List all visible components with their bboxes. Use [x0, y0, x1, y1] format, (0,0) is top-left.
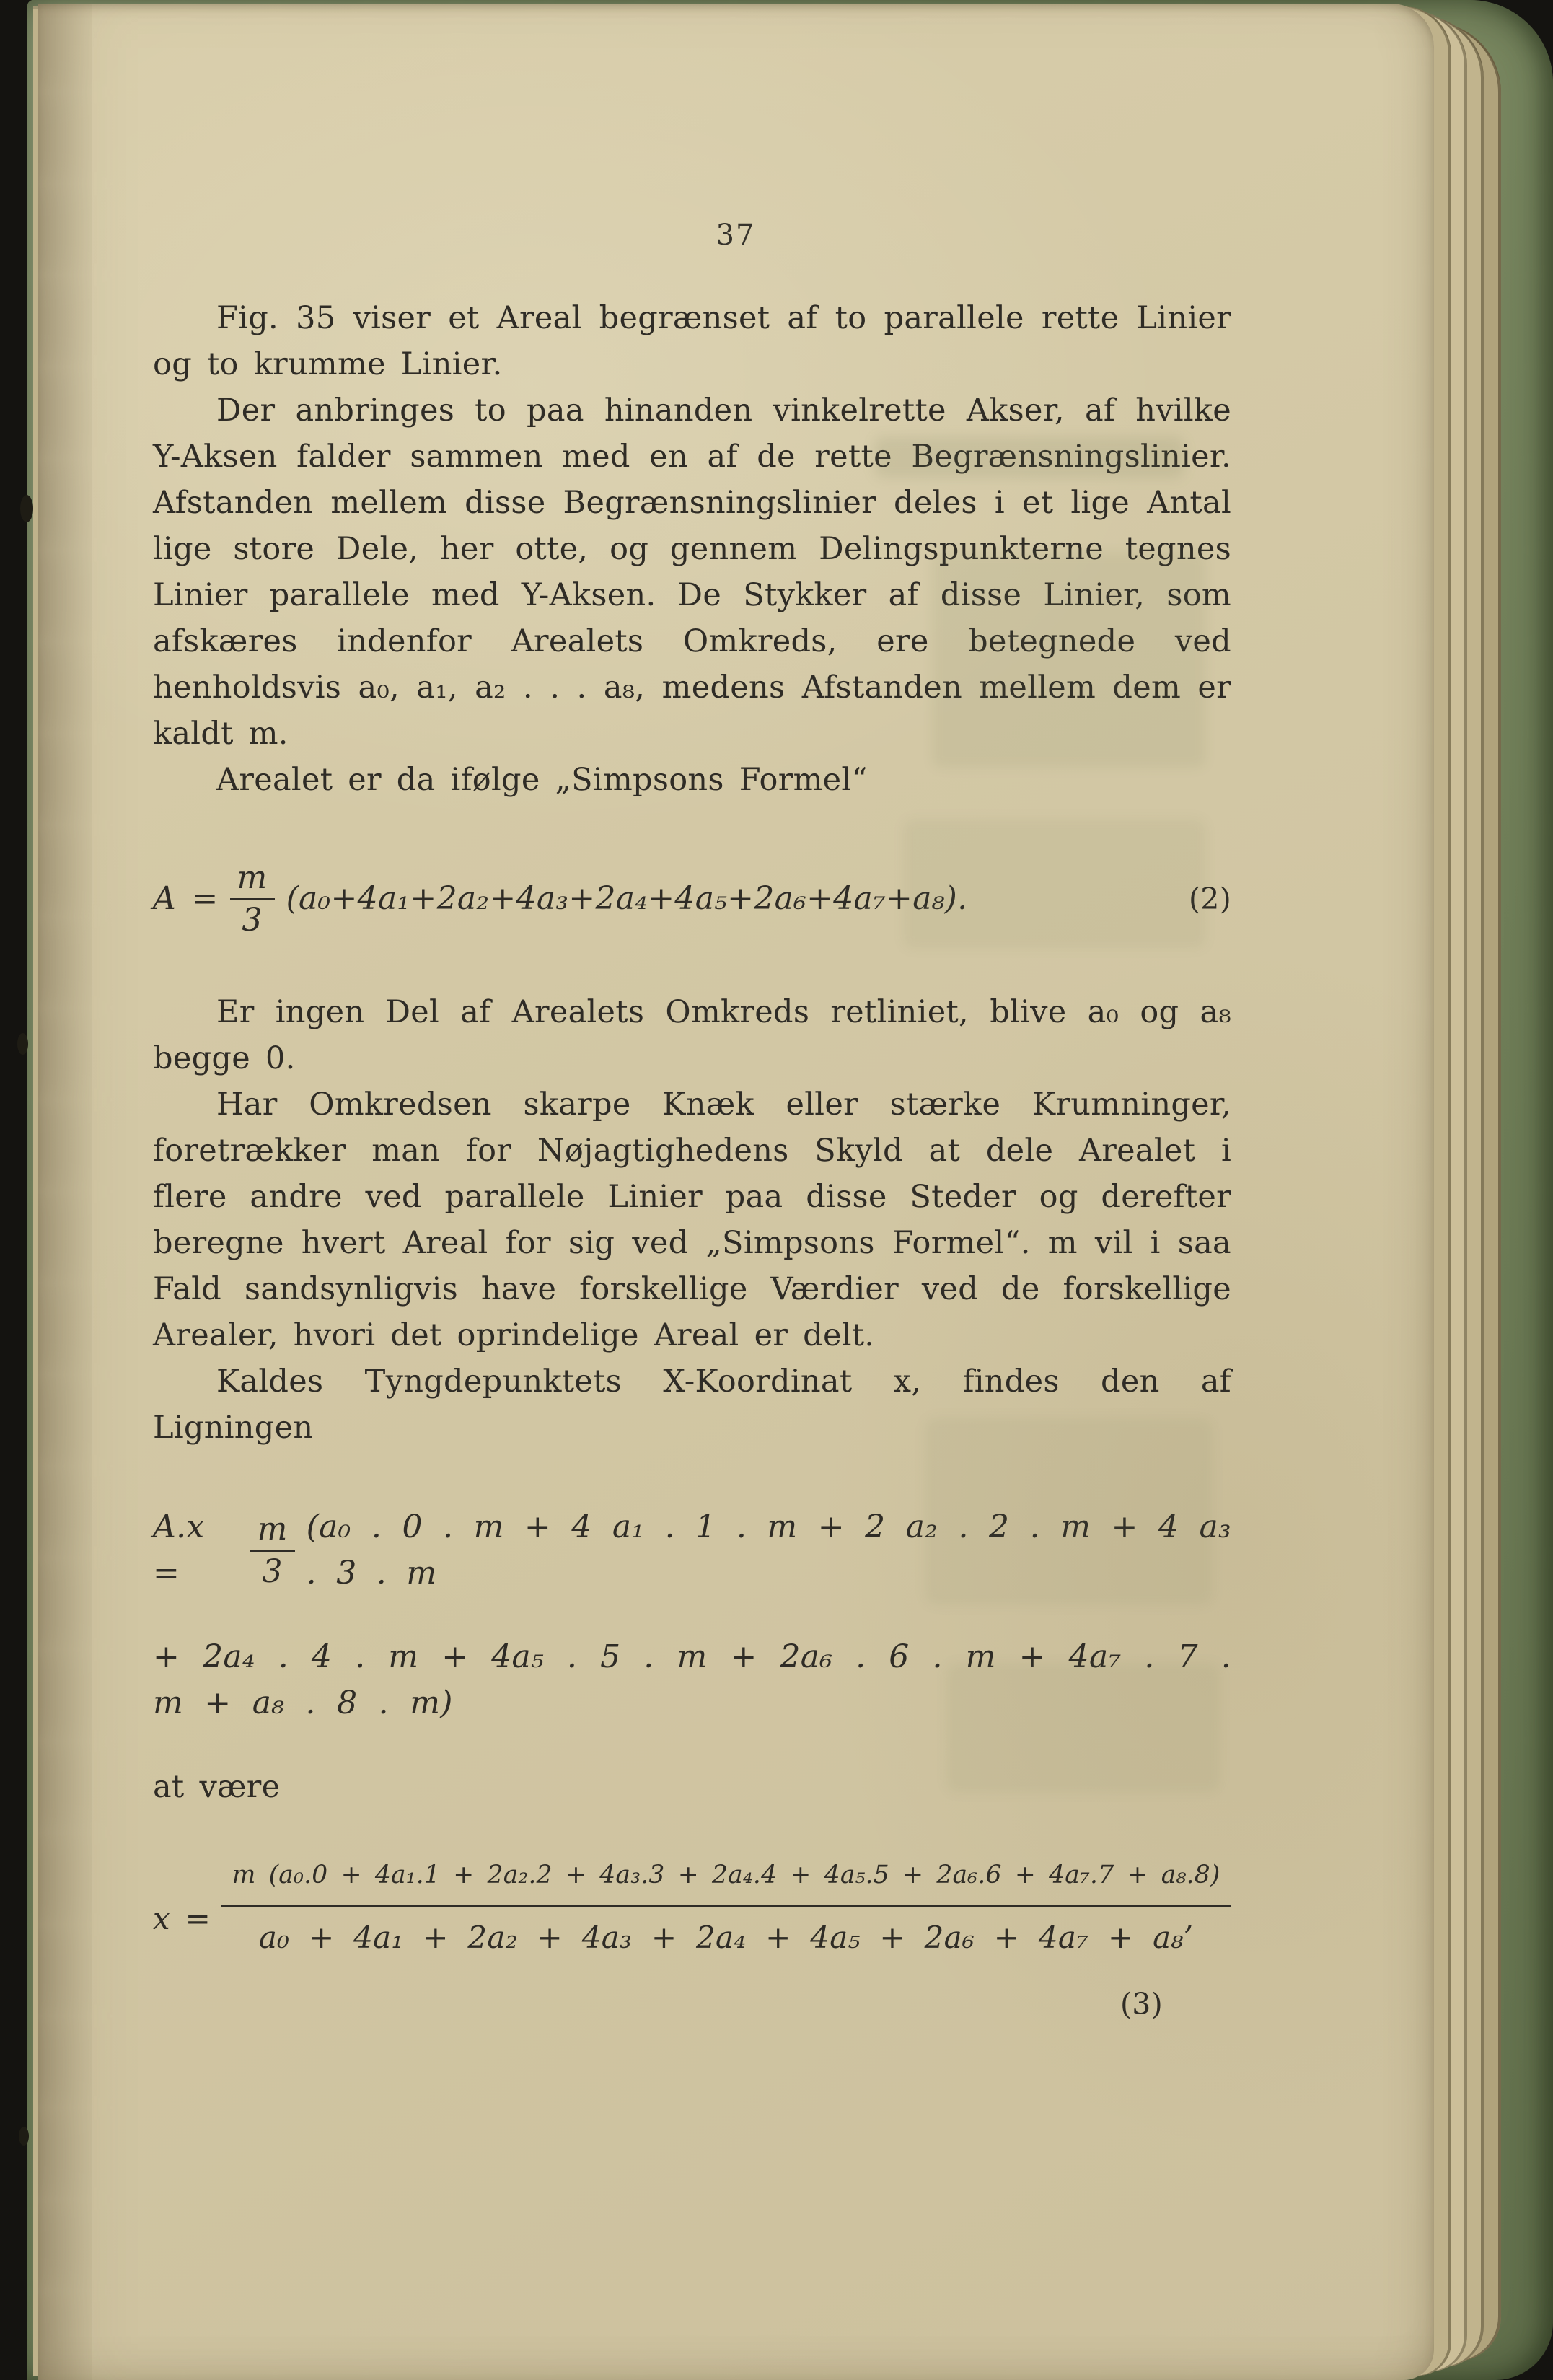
formula-ax-body: (a₀ . 0 . m + 4 a₁ . 1 . m + 2 a₂ . 2 . m + 4 a₃ . 3 . m — [306, 1509, 1231, 1592]
ink-bleed-through — [925, 1418, 1213, 1605]
formula3-numerator: m (a₀.0 + 4a₁.1 + 2a₂.2 + 4a₃.3 + 2a₄.4 + 4a₅.5 + 2a₆.6 + 4a₇.7 + a₈.8) — [221, 1852, 1231, 1907]
ink-bleed-through — [946, 1663, 1220, 1793]
ink-bleed-through — [932, 552, 1206, 768]
book-page — [38, 4, 1434, 2380]
formula-ax-lhs: A.x = — [153, 1509, 205, 1592]
fraction-denominator: 3 — [262, 1553, 283, 1590]
ink-bleed-through — [874, 436, 1184, 478]
paragraph-kaldes: Kaldes Tyngdepunktets X-Koordinat x, findes den af Ligningen — [153, 1364, 1231, 1446]
ink-bleed-through — [903, 819, 1206, 949]
fraction-numerator: m — [250, 1512, 295, 1552]
equation-number-2: (2) — [1189, 882, 1231, 917]
paragraph-fig35: Fig. 35 viser et Areal begrænset af to parallele rette Linier og to krumme Linier. — [153, 300, 1231, 382]
paragraph-at-vaere: at være — [153, 1769, 281, 1806]
formula2-body: (a₀+4a₁+2a₂+4a₃+2a₄+4a₅+2a₆+4a₇+a₈). — [286, 880, 968, 918]
paragraph-akser: Der anbringes to paa hinanden vinkelrette Akser, af hvilke Y-Aksen falder sammen med en af de rette Begrænsningslinier. Afstanden mellem disse Begrænsningslinier deles i et lige Antal lige store Dele, her otte, og gennem Delingspunkterne tegnes Linier parallele med Y-Aksen. De Stykker af disse Linier, som afskæres indenfor Arealets Omkreds, ere betegnede ved henholdsvis a₀, a₁, a₂ . . . a₈, medens Afstanden mellem dem er kaldt m. — [153, 392, 1231, 752]
page-blemish — [20, 495, 33, 522]
fraction-numerator: m — [230, 861, 275, 900]
formula3-lhs: x = — [153, 1901, 211, 1937]
page-blemish — [19, 2127, 29, 2146]
equation-number-3: (3) — [1120, 1987, 1163, 2022]
formula3-fraction — [221, 1852, 1231, 1961]
fraction-denominator: 3 — [242, 901, 263, 939]
page-number: 37 — [716, 219, 756, 252]
paragraph-arealet: Arealet er da ifølge „Simpsons Formel“ — [216, 762, 868, 798]
formula2-lhs: A = — [153, 880, 219, 918]
formula-ax-line2: + 2a₄ . 4 . m + 4a₅ . 5 . m + 2a₆ . 6 . m + 4a₇ . 7 . m + a₈ . 8 . m) — [153, 1638, 1231, 1722]
paragraph-ingen-del: Er ingen Del af Arealets Omkreds retliniet, blive a₀ og a₈ begge 0. — [153, 994, 1231, 1077]
page-blemish — [17, 1033, 28, 1055]
formula-x-centroid — [153, 1852, 1231, 1961]
formula3-denominator: a₀ + 4a₁ + 2a₂ + 4a₃ + 2a₄ + 4a₅ + 2a₆ + 4a₇ + a₈’ — [258, 1920, 1194, 1956]
paragraph-knaek: Har Omkredsen skarpe Knæk eller stærke Krumninger, foretrækker man for Nøjagtighedens Skyld at dele Arealet i flere andre ved parallele Linier paa disse Steder og derefter beregne hvert Areal for sig ved „Simpsons Formel“. m vil i saa Fald sandsynligvis have forskellige Værdier ved de forskellige Arealer, hvori det oprindelige Areal er delt. — [153, 1086, 1231, 1354]
fraction-m-over-3 — [250, 1512, 295, 1589]
fraction-m-over-3 — [230, 861, 275, 937]
